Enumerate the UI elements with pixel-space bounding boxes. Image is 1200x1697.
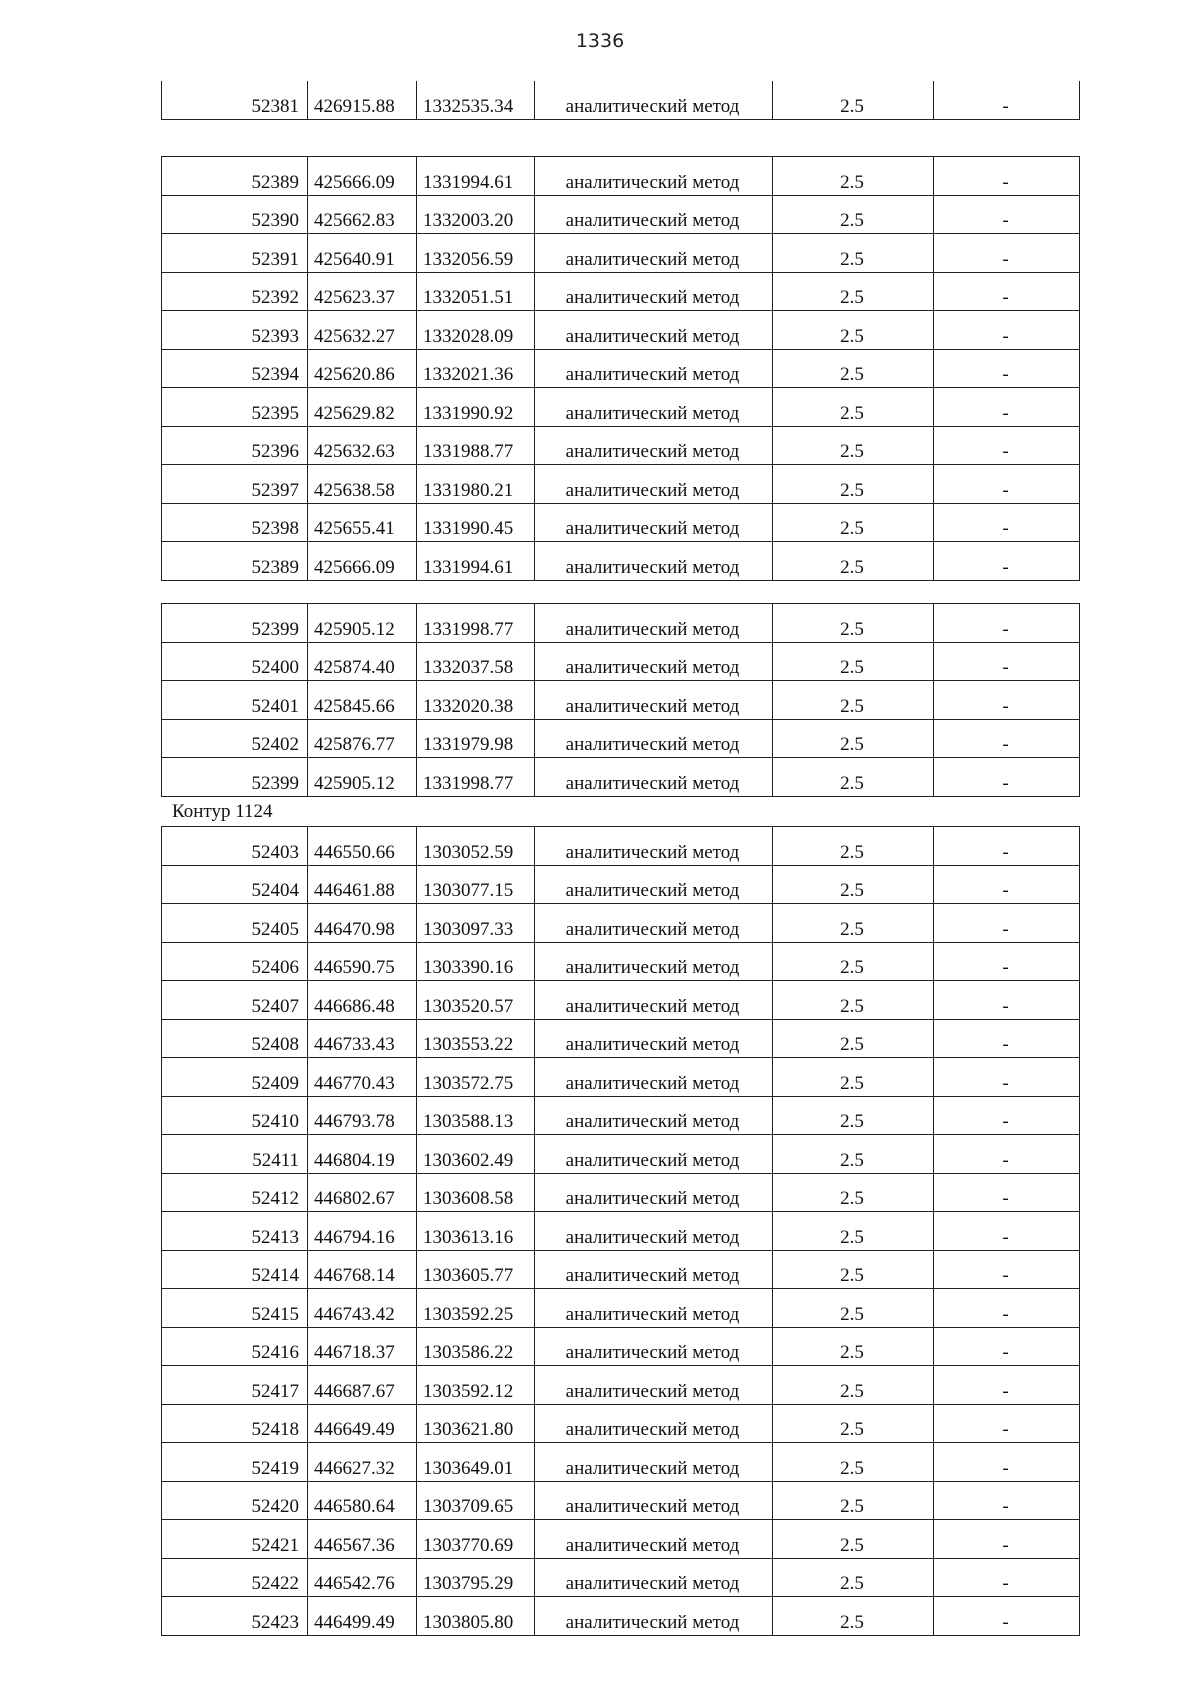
method-cell: аналитический метод bbox=[535, 542, 773, 581]
contour-label: Контур 1124 bbox=[172, 801, 273, 822]
y-coordinate-cell: 1303605.77 bbox=[417, 1250, 535, 1289]
point-number-cell: 52402 bbox=[162, 719, 308, 758]
table-row bbox=[162, 942, 1080, 981]
note-cell: - bbox=[934, 681, 1080, 720]
method-cell: аналитический метод bbox=[535, 1327, 773, 1366]
coordinate-table bbox=[161, 81, 1080, 120]
point-number-cell: 52408 bbox=[162, 1019, 308, 1058]
method-cell: аналитический метод bbox=[535, 719, 773, 758]
note-cell: - bbox=[934, 904, 1080, 943]
y-coordinate-cell: 1303586.22 bbox=[417, 1327, 535, 1366]
method-cell: аналитический метод bbox=[535, 195, 773, 234]
accuracy-cell: 2.5 bbox=[773, 1366, 934, 1405]
coordinate-table bbox=[161, 156, 1080, 581]
method-cell: аналитический метод bbox=[535, 1404, 773, 1443]
y-coordinate-cell: 1332020.38 bbox=[417, 681, 535, 720]
point-number-cell: 52397 bbox=[162, 465, 308, 504]
note-cell: - bbox=[934, 827, 1080, 866]
note-cell: - bbox=[934, 1404, 1080, 1443]
point-number-cell: 52394 bbox=[162, 349, 308, 388]
table-row bbox=[162, 1366, 1080, 1405]
table-row bbox=[162, 1520, 1080, 1559]
method-cell: аналитический метод bbox=[535, 1058, 773, 1097]
x-coordinate-cell: 425666.09 bbox=[308, 542, 417, 581]
method-cell: аналитический метод bbox=[535, 465, 773, 504]
y-coordinate-cell: 1303709.65 bbox=[417, 1481, 535, 1520]
x-coordinate-cell: 425638.58 bbox=[308, 465, 417, 504]
point-number-cell: 52391 bbox=[162, 234, 308, 273]
point-number-cell: 52414 bbox=[162, 1250, 308, 1289]
note-cell: - bbox=[934, 1327, 1080, 1366]
note-cell: - bbox=[934, 865, 1080, 904]
y-coordinate-cell: 1303621.80 bbox=[417, 1404, 535, 1443]
y-coordinate-cell: 1303572.75 bbox=[417, 1058, 535, 1097]
point-number-cell: 52389 bbox=[162, 157, 308, 196]
y-coordinate-cell: 1331979.98 bbox=[417, 719, 535, 758]
table-row bbox=[162, 1135, 1080, 1174]
note-cell: - bbox=[934, 272, 1080, 311]
x-coordinate-cell: 425874.40 bbox=[308, 642, 417, 681]
x-coordinate-cell: 446743.42 bbox=[308, 1289, 417, 1328]
accuracy-cell: 2.5 bbox=[773, 1058, 934, 1097]
point-number-cell: 52407 bbox=[162, 981, 308, 1020]
x-coordinate-cell: 425632.63 bbox=[308, 426, 417, 465]
table-row bbox=[162, 1058, 1080, 1097]
y-coordinate-cell: 1303649.01 bbox=[417, 1443, 535, 1482]
y-coordinate-cell: 1303770.69 bbox=[417, 1520, 535, 1559]
point-number-cell: 52418 bbox=[162, 1404, 308, 1443]
table-row bbox=[162, 542, 1080, 581]
table-row bbox=[162, 981, 1080, 1020]
note-cell: - bbox=[934, 1173, 1080, 1212]
x-coordinate-cell: 425876.77 bbox=[308, 719, 417, 758]
method-cell: аналитический метод bbox=[535, 1019, 773, 1058]
table-row bbox=[162, 1019, 1080, 1058]
note-cell: - bbox=[934, 1558, 1080, 1597]
method-cell: аналитический метод bbox=[535, 1558, 773, 1597]
accuracy-cell: 2.5 bbox=[773, 272, 934, 311]
note-cell: - bbox=[934, 503, 1080, 542]
note-cell: - bbox=[934, 1289, 1080, 1328]
note-cell: - bbox=[934, 311, 1080, 350]
note-cell: - bbox=[934, 81, 1080, 119]
x-coordinate-cell: 425666.09 bbox=[308, 157, 417, 196]
method-cell: аналитический метод bbox=[535, 904, 773, 943]
note-cell: - bbox=[934, 1597, 1080, 1636]
y-coordinate-cell: 1332535.34 bbox=[417, 81, 535, 119]
point-number-cell: 52409 bbox=[162, 1058, 308, 1097]
x-coordinate-cell: 425620.86 bbox=[308, 349, 417, 388]
y-coordinate-cell: 1303613.16 bbox=[417, 1212, 535, 1251]
coordinate-table-block-2 bbox=[161, 156, 1079, 581]
point-number-cell: 52406 bbox=[162, 942, 308, 981]
x-coordinate-cell: 425655.41 bbox=[308, 503, 417, 542]
x-coordinate-cell: 425629.82 bbox=[308, 388, 417, 427]
note-cell: - bbox=[934, 1135, 1080, 1174]
note-cell: - bbox=[934, 1366, 1080, 1405]
note-cell: - bbox=[934, 942, 1080, 981]
x-coordinate-cell: 446733.43 bbox=[308, 1019, 417, 1058]
point-number-cell: 52421 bbox=[162, 1520, 308, 1559]
note-cell: - bbox=[934, 542, 1080, 581]
note-cell: - bbox=[934, 981, 1080, 1020]
accuracy-cell: 2.5 bbox=[773, 234, 934, 273]
note-cell: - bbox=[934, 1250, 1080, 1289]
note-cell: - bbox=[934, 195, 1080, 234]
table-row bbox=[162, 1096, 1080, 1135]
x-coordinate-cell: 446793.78 bbox=[308, 1096, 417, 1135]
accuracy-cell: 2.5 bbox=[773, 349, 934, 388]
accuracy-cell: 2.5 bbox=[773, 1135, 934, 1174]
table-row bbox=[162, 1173, 1080, 1212]
table-row bbox=[162, 195, 1080, 234]
table-row bbox=[162, 827, 1080, 866]
coordinate-table-continued bbox=[161, 81, 1079, 120]
point-number-cell: 52381 bbox=[162, 81, 308, 119]
point-number-cell: 52396 bbox=[162, 426, 308, 465]
accuracy-cell: 2.5 bbox=[773, 1289, 934, 1328]
method-cell: аналитический метод bbox=[535, 234, 773, 273]
point-number-cell: 52415 bbox=[162, 1289, 308, 1328]
accuracy-cell: 2.5 bbox=[773, 865, 934, 904]
table-row bbox=[162, 1443, 1080, 1482]
method-cell: аналитический метод bbox=[535, 942, 773, 981]
accuracy-cell: 2.5 bbox=[773, 465, 934, 504]
point-number-cell: 52401 bbox=[162, 681, 308, 720]
x-coordinate-cell: 446649.49 bbox=[308, 1404, 417, 1443]
method-cell: аналитический метод bbox=[535, 349, 773, 388]
method-cell: аналитический метод bbox=[535, 1096, 773, 1135]
note-cell: - bbox=[934, 1481, 1080, 1520]
method-cell: аналитический метод bbox=[535, 1481, 773, 1520]
y-coordinate-cell: 1332056.59 bbox=[417, 234, 535, 273]
point-number-cell: 52404 bbox=[162, 865, 308, 904]
note-cell: - bbox=[934, 349, 1080, 388]
x-coordinate-cell: 446461.88 bbox=[308, 865, 417, 904]
note-cell: - bbox=[934, 1096, 1080, 1135]
y-coordinate-cell: 1303588.13 bbox=[417, 1096, 535, 1135]
method-cell: аналитический метод bbox=[535, 503, 773, 542]
y-coordinate-cell: 1331980.21 bbox=[417, 465, 535, 504]
point-number-cell: 52417 bbox=[162, 1366, 308, 1405]
table-row bbox=[162, 1481, 1080, 1520]
method-cell: аналитический метод bbox=[535, 642, 773, 681]
table-row bbox=[162, 642, 1080, 681]
accuracy-cell: 2.5 bbox=[773, 1019, 934, 1058]
accuracy-cell: 2.5 bbox=[773, 1481, 934, 1520]
x-coordinate-cell: 425623.37 bbox=[308, 272, 417, 311]
x-coordinate-cell: 446499.49 bbox=[308, 1597, 417, 1636]
accuracy-cell: 2.5 bbox=[773, 426, 934, 465]
note-cell: - bbox=[934, 604, 1080, 643]
method-cell: аналитический метод bbox=[535, 1250, 773, 1289]
x-coordinate-cell: 446794.16 bbox=[308, 1212, 417, 1251]
method-cell: аналитический метод bbox=[535, 272, 773, 311]
y-coordinate-cell: 1332037.58 bbox=[417, 642, 535, 681]
y-coordinate-cell: 1303553.22 bbox=[417, 1019, 535, 1058]
table-row bbox=[162, 681, 1080, 720]
accuracy-cell: 2.5 bbox=[773, 1327, 934, 1366]
table-row bbox=[162, 865, 1080, 904]
x-coordinate-cell: 426915.88 bbox=[308, 81, 417, 119]
method-cell: аналитический метод bbox=[535, 981, 773, 1020]
accuracy-cell: 2.5 bbox=[773, 1096, 934, 1135]
note-cell: - bbox=[934, 234, 1080, 273]
point-number-cell: 52423 bbox=[162, 1597, 308, 1636]
note-cell: - bbox=[934, 157, 1080, 196]
point-number-cell: 52412 bbox=[162, 1173, 308, 1212]
x-coordinate-cell: 446542.76 bbox=[308, 1558, 417, 1597]
y-coordinate-cell: 1303390.16 bbox=[417, 942, 535, 981]
method-cell: аналитический метод bbox=[535, 604, 773, 643]
point-number-cell: 52390 bbox=[162, 195, 308, 234]
table-row bbox=[162, 1327, 1080, 1366]
note-cell: - bbox=[934, 426, 1080, 465]
table-row bbox=[162, 1558, 1080, 1597]
y-coordinate-cell: 1331998.77 bbox=[417, 604, 535, 643]
accuracy-cell: 2.5 bbox=[773, 1443, 934, 1482]
x-coordinate-cell: 425845.66 bbox=[308, 681, 417, 720]
x-coordinate-cell: 446718.37 bbox=[308, 1327, 417, 1366]
accuracy-cell: 2.5 bbox=[773, 1250, 934, 1289]
table-row bbox=[162, 157, 1080, 196]
point-number-cell: 52419 bbox=[162, 1443, 308, 1482]
accuracy-cell: 2.5 bbox=[773, 904, 934, 943]
method-cell: аналитический метод bbox=[535, 758, 773, 797]
method-cell: аналитический метод bbox=[535, 1597, 773, 1636]
coordinate-table-block-3 bbox=[161, 603, 1079, 797]
table-row bbox=[162, 1597, 1080, 1636]
point-number-cell: 52413 bbox=[162, 1212, 308, 1251]
x-coordinate-cell: 425640.91 bbox=[308, 234, 417, 273]
table-row bbox=[162, 1212, 1080, 1251]
y-coordinate-cell: 1332028.09 bbox=[417, 311, 535, 350]
y-coordinate-cell: 1303520.57 bbox=[417, 981, 535, 1020]
method-cell: аналитический метод bbox=[535, 681, 773, 720]
y-coordinate-cell: 1303608.58 bbox=[417, 1173, 535, 1212]
method-cell: аналитический метод bbox=[535, 388, 773, 427]
point-number-cell: 52392 bbox=[162, 272, 308, 311]
table-row bbox=[162, 311, 1080, 350]
accuracy-cell: 2.5 bbox=[773, 981, 934, 1020]
coordinate-table bbox=[161, 603, 1080, 797]
point-number-cell: 52405 bbox=[162, 904, 308, 943]
point-number-cell: 52422 bbox=[162, 1558, 308, 1597]
point-number-cell: 52389 bbox=[162, 542, 308, 581]
table-row bbox=[162, 503, 1080, 542]
table-row bbox=[162, 604, 1080, 643]
point-number-cell: 52398 bbox=[162, 503, 308, 542]
table-row bbox=[162, 388, 1080, 427]
x-coordinate-cell: 446567.36 bbox=[308, 1520, 417, 1559]
accuracy-cell: 2.5 bbox=[773, 1558, 934, 1597]
accuracy-cell: 2.5 bbox=[773, 311, 934, 350]
note-cell: - bbox=[934, 1019, 1080, 1058]
accuracy-cell: 2.5 bbox=[773, 1212, 934, 1251]
point-number-cell: 52399 bbox=[162, 604, 308, 643]
note-cell: - bbox=[934, 1058, 1080, 1097]
accuracy-cell: 2.5 bbox=[773, 157, 934, 196]
x-coordinate-cell: 425905.12 bbox=[308, 758, 417, 797]
x-coordinate-cell: 446770.43 bbox=[308, 1058, 417, 1097]
accuracy-cell: 2.5 bbox=[773, 642, 934, 681]
note-cell: - bbox=[934, 388, 1080, 427]
method-cell: аналитический метод bbox=[535, 827, 773, 866]
y-coordinate-cell: 1303602.49 bbox=[417, 1135, 535, 1174]
method-cell: аналитический метод bbox=[535, 1173, 773, 1212]
accuracy-cell: 2.5 bbox=[773, 827, 934, 866]
point-number-cell: 52416 bbox=[162, 1327, 308, 1366]
accuracy-cell: 2.5 bbox=[773, 942, 934, 981]
y-coordinate-cell: 1331990.92 bbox=[417, 388, 535, 427]
point-number-cell: 52420 bbox=[162, 1481, 308, 1520]
method-cell: аналитический метод bbox=[535, 1366, 773, 1405]
y-coordinate-cell: 1331990.45 bbox=[417, 503, 535, 542]
accuracy-cell: 2.5 bbox=[773, 1404, 934, 1443]
table-row bbox=[162, 272, 1080, 311]
point-number-cell: 52410 bbox=[162, 1096, 308, 1135]
note-cell: - bbox=[934, 719, 1080, 758]
y-coordinate-cell: 1303592.25 bbox=[417, 1289, 535, 1328]
table-row bbox=[162, 719, 1080, 758]
x-coordinate-cell: 446687.67 bbox=[308, 1366, 417, 1405]
coordinate-table bbox=[161, 826, 1080, 1636]
x-coordinate-cell: 446802.67 bbox=[308, 1173, 417, 1212]
x-coordinate-cell: 425662.83 bbox=[308, 195, 417, 234]
table-row bbox=[162, 1289, 1080, 1328]
note-cell: - bbox=[934, 642, 1080, 681]
x-coordinate-cell: 446580.64 bbox=[308, 1481, 417, 1520]
accuracy-cell: 2.5 bbox=[773, 195, 934, 234]
point-number-cell: 52399 bbox=[162, 758, 308, 797]
note-cell: - bbox=[934, 1443, 1080, 1482]
accuracy-cell: 2.5 bbox=[773, 1173, 934, 1212]
accuracy-cell: 2.5 bbox=[773, 388, 934, 427]
y-coordinate-cell: 1303805.80 bbox=[417, 1597, 535, 1636]
y-coordinate-cell: 1303592.12 bbox=[417, 1366, 535, 1405]
y-coordinate-cell: 1331994.61 bbox=[417, 157, 535, 196]
table-row bbox=[162, 426, 1080, 465]
x-coordinate-cell: 446470.98 bbox=[308, 904, 417, 943]
note-cell: - bbox=[934, 1212, 1080, 1251]
y-coordinate-cell: 1332051.51 bbox=[417, 272, 535, 311]
y-coordinate-cell: 1303077.15 bbox=[417, 865, 535, 904]
x-coordinate-cell: 446686.48 bbox=[308, 981, 417, 1020]
x-coordinate-cell: 446550.66 bbox=[308, 827, 417, 866]
accuracy-cell: 2.5 bbox=[773, 542, 934, 581]
point-number-cell: 52411 bbox=[162, 1135, 308, 1174]
y-coordinate-cell: 1331994.61 bbox=[417, 542, 535, 581]
note-cell: - bbox=[934, 1520, 1080, 1559]
table-row bbox=[162, 904, 1080, 943]
accuracy-cell: 2.5 bbox=[773, 719, 934, 758]
page-number: 1336 bbox=[575, 30, 625, 52]
y-coordinate-cell: 1331988.77 bbox=[417, 426, 535, 465]
accuracy-cell: 2.5 bbox=[773, 758, 934, 797]
table-row bbox=[162, 1250, 1080, 1289]
accuracy-cell: 2.5 bbox=[773, 81, 934, 119]
table-row bbox=[162, 349, 1080, 388]
method-cell: аналитический метод bbox=[535, 1212, 773, 1251]
x-coordinate-cell: 446627.32 bbox=[308, 1443, 417, 1482]
note-cell: - bbox=[934, 465, 1080, 504]
method-cell: аналитический метод bbox=[535, 81, 773, 119]
table-row bbox=[162, 465, 1080, 504]
point-number-cell: 52395 bbox=[162, 388, 308, 427]
method-cell: аналитический метод bbox=[535, 311, 773, 350]
accuracy-cell: 2.5 bbox=[773, 604, 934, 643]
table-row bbox=[162, 1404, 1080, 1443]
coordinate-table-contour-1124 bbox=[161, 826, 1079, 1636]
accuracy-cell: 2.5 bbox=[773, 1597, 934, 1636]
y-coordinate-cell: 1331998.77 bbox=[417, 758, 535, 797]
x-coordinate-cell: 425905.12 bbox=[308, 604, 417, 643]
method-cell: аналитический метод bbox=[535, 426, 773, 465]
point-number-cell: 52400 bbox=[162, 642, 308, 681]
method-cell: аналитический метод bbox=[535, 1520, 773, 1559]
note-cell: - bbox=[934, 758, 1080, 797]
y-coordinate-cell: 1303795.29 bbox=[417, 1558, 535, 1597]
y-coordinate-cell: 1332021.36 bbox=[417, 349, 535, 388]
x-coordinate-cell: 446804.19 bbox=[308, 1135, 417, 1174]
x-coordinate-cell: 446590.75 bbox=[308, 942, 417, 981]
point-number-cell: 52393 bbox=[162, 311, 308, 350]
point-number-cell: 52403 bbox=[162, 827, 308, 866]
method-cell: аналитический метод bbox=[535, 1443, 773, 1482]
table-row bbox=[162, 758, 1080, 797]
table-row bbox=[162, 81, 1080, 119]
y-coordinate-cell: 1303052.59 bbox=[417, 827, 535, 866]
method-cell: аналитический метод bbox=[535, 865, 773, 904]
y-coordinate-cell: 1332003.20 bbox=[417, 195, 535, 234]
x-coordinate-cell: 425632.27 bbox=[308, 311, 417, 350]
accuracy-cell: 2.5 bbox=[773, 681, 934, 720]
method-cell: аналитический метод bbox=[535, 157, 773, 196]
y-coordinate-cell: 1303097.33 bbox=[417, 904, 535, 943]
method-cell: аналитический метод bbox=[535, 1289, 773, 1328]
method-cell: аналитический метод bbox=[535, 1135, 773, 1174]
accuracy-cell: 2.5 bbox=[773, 1520, 934, 1559]
x-coordinate-cell: 446768.14 bbox=[308, 1250, 417, 1289]
table-row bbox=[162, 234, 1080, 273]
accuracy-cell: 2.5 bbox=[773, 503, 934, 542]
